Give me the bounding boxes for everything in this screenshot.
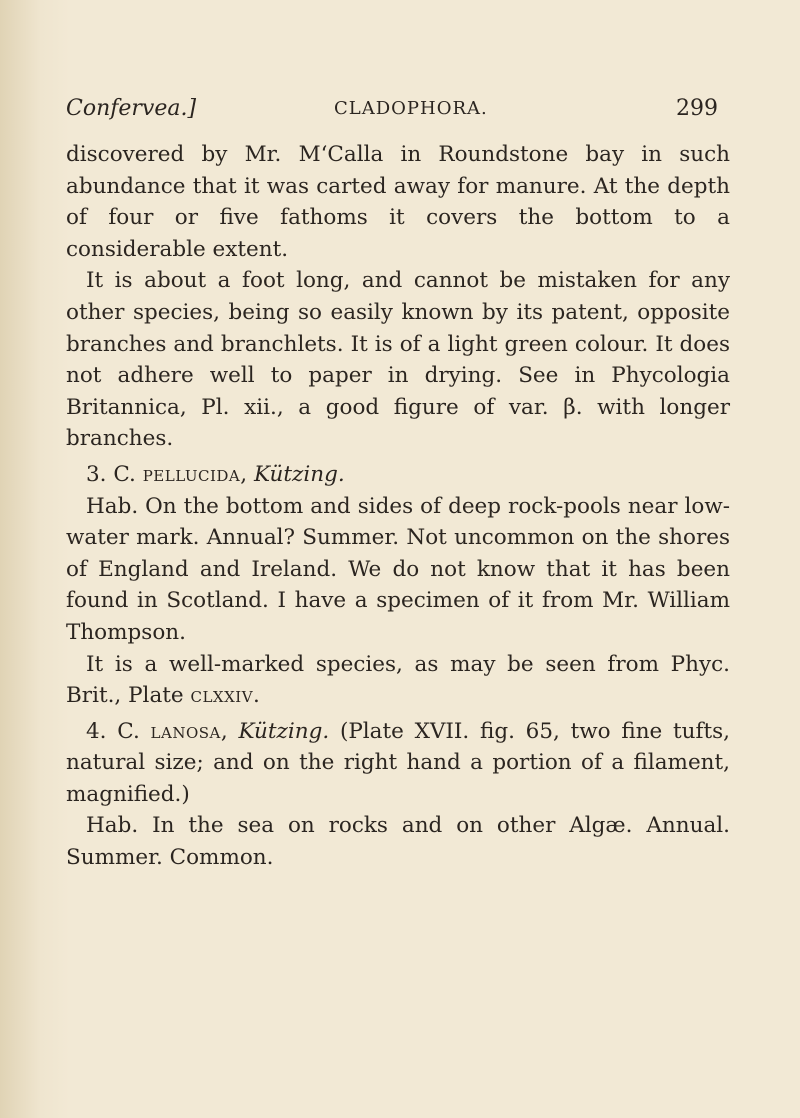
paragraph-remark-pellucida	[66, 649, 730, 712]
species-number: 3. C.	[86, 461, 136, 487]
running-head-section: Confervea.]	[66, 96, 197, 121]
species-authority: Kützing.	[253, 461, 345, 487]
body-text	[66, 139, 730, 874]
paragraph-description: It is about a foot long, and cannot be mistaken for any other species, being so easily known by its patent, opposite branches and branchlets. It is of a light green colour. It does not adhere well to paper in drying. See in Phycologia Britannica, Pl. xii., a good figure of var. β. with longer branches.	[66, 268, 730, 452]
remark-text: It is a well-marked species, as may be seen from Phyc. Brit., Plate	[66, 651, 730, 709]
running-head-title: CLADOPHORA.	[334, 98, 488, 119]
species-heading-lanosa: 4. C. lanosa, Kützing. (Plate XVII. fig. 65, two fine tufts, natural size; and on the right hand a portion of a filament, magnified.)	[66, 718, 730, 807]
running-header	[66, 96, 718, 130]
species-name: lanosa	[150, 718, 221, 744]
species-authority: Kützing.	[238, 718, 330, 744]
paragraph-habitat-lanosa: Hab. In the sea on rocks and on other Algæ. Annual. Summer. Common.	[66, 813, 730, 871]
species-name: pellucida	[142, 461, 241, 487]
species-number: 4. C.	[86, 718, 140, 744]
plate-reference: clxxiv.	[190, 683, 261, 709]
species-heading-pellucida: 3. C. pellucida, Kützing.	[86, 461, 345, 487]
plate-caption: (Plate XVII. fig. 65, two fine tufts, natural size; and on the right hand a portion of a filament, magnified.)	[66, 718, 730, 807]
paragraph-habitat-pellucida: Hab. On the bottom and sides of deep rock-pools near low-water mark. Annual? Summer. Not uncommon on the shores of England and Ireland. We do not know that it has been found in Scotland. I have a specimen of it from Mr. William Thompson.	[66, 493, 730, 645]
page-number: 299	[676, 96, 718, 121]
paragraph-discovery: discovered by Mr. M‘Calla in Roundstone bay in such abundance that it was carted away for manure. At the depth of four or five fathoms it covers the bottom to a considerable extent.	[66, 142, 730, 262]
